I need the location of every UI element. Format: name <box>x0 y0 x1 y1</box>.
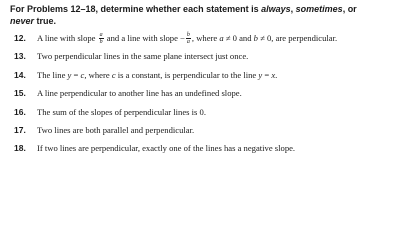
math-variable: c <box>111 69 116 80</box>
fraction-numerator: b <box>186 31 190 38</box>
problem-13 <box>10 50 405 68</box>
problem-text: If two lines are perpendicular, exactly one of the lines has a negative slope. <box>37 143 296 154</box>
problem-text: A line perpendicular to another line has an undefined slope. <box>37 88 242 99</box>
problem-number: 14. <box>14 69 26 80</box>
problem-text <box>37 32 337 46</box>
problem-text-part: and a line with slope − <box>104 33 185 43</box>
problem-text-part: ≠ 0 and <box>223 33 254 43</box>
problem-text-part: The line <box>37 69 68 80</box>
problem-number: 13. <box>14 51 26 62</box>
instructions-sometimes: sometimes <box>295 4 343 14</box>
math-variable: c <box>80 69 85 80</box>
problem-text-part: , where <box>191 33 220 43</box>
problem-16 <box>10 106 405 124</box>
math-variable: y <box>67 69 72 80</box>
problem-18 <box>10 142 405 160</box>
problem-15 <box>10 87 405 105</box>
math-variable: a <box>219 33 224 43</box>
problem-number: 15. <box>14 88 26 99</box>
problem-text-part: = <box>262 69 272 80</box>
instructions <box>10 3 405 27</box>
problem-text: Two lines are both parallel and perpendicular. <box>37 124 195 135</box>
problem-text-part: is a constant, is perpendicular to the line <box>115 69 259 80</box>
fraction-b-over-a <box>186 32 191 45</box>
problem-12 <box>10 32 405 50</box>
problem-text <box>37 69 277 81</box>
fraction-denominator: a <box>186 38 190 45</box>
problem-number: 16. <box>14 106 26 117</box>
instructions-sep2: , or <box>342 4 357 14</box>
textbook-page <box>10 3 405 161</box>
fraction-a-over-b <box>99 32 104 45</box>
problem-17 <box>10 124 405 142</box>
instructions-never: never <box>10 16 35 26</box>
math-variable: b <box>253 33 258 43</box>
instructions-sep1: , <box>290 4 296 14</box>
problem-text-part: , where <box>84 69 112 80</box>
instructions-tail: true. <box>34 16 57 26</box>
problem-text: The sum of the slopes of perpendicular lines is 0. <box>37 106 206 117</box>
problem-14 <box>10 69 405 87</box>
fraction-denominator: b <box>99 38 103 45</box>
problem-text: Two perpendicular lines in the same plane intersect just once. <box>37 51 249 62</box>
math-variable: x <box>271 69 276 80</box>
problem-text-part: ≠ 0, are perpendicular. <box>257 33 338 43</box>
problem-text-part: A line with slope <box>37 33 98 43</box>
problem-number: 18. <box>14 143 26 154</box>
problem-number: 17. <box>14 124 26 135</box>
fraction-numerator: a <box>99 31 103 38</box>
problem-text-part: = <box>71 69 81 80</box>
instructions-lead: For Problems 12–18, determine whether each statement is <box>10 4 262 14</box>
math-variable: y <box>258 69 263 80</box>
instructions-always: always <box>261 4 291 14</box>
problem-text-part: . <box>275 69 278 80</box>
problem-number: 12. <box>14 33 26 43</box>
